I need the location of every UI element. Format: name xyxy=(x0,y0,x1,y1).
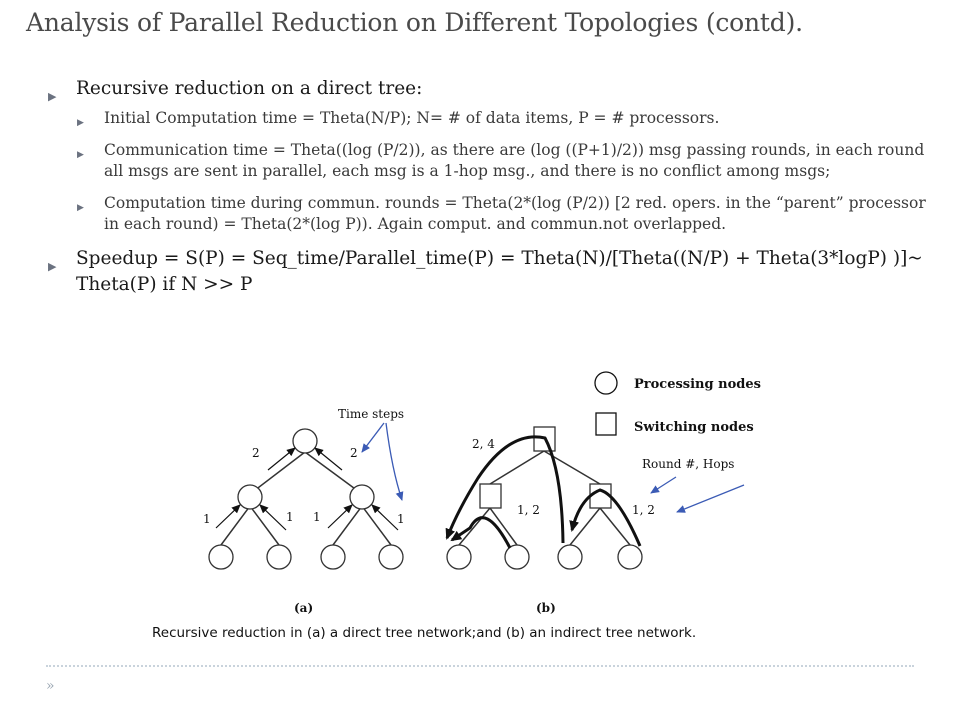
round-hops-label: 1, 2 xyxy=(632,503,655,517)
time-steps-pointer-arrow xyxy=(362,423,384,452)
processing-node xyxy=(238,485,262,509)
bullet-arrow-icon: ▶ xyxy=(77,203,84,213)
message-arrow xyxy=(268,448,295,470)
time-step-label: 1 xyxy=(203,512,211,526)
subfigure-b-label: (b) xyxy=(536,601,556,615)
legend-processing-node-icon xyxy=(595,372,617,394)
processing-node xyxy=(558,545,582,569)
processing-node xyxy=(505,545,529,569)
bullet-arrow-icon: ▶ xyxy=(48,260,57,273)
round-hops-pointer-arrow xyxy=(677,485,744,512)
time-step-label: 1 xyxy=(397,512,405,526)
bullet-arrow-icon: ▶ xyxy=(77,118,84,128)
round-hops-label: 1, 2 xyxy=(517,503,540,517)
processing-node xyxy=(293,429,317,453)
time-steps-pointer-arrow xyxy=(386,423,402,500)
direct-tree-a xyxy=(203,407,405,615)
processing-node xyxy=(447,545,471,569)
slide-title: Analysis of Parallel Reduction on Different Topologies (contd). xyxy=(26,8,803,37)
processing-node xyxy=(379,545,403,569)
switching-node xyxy=(480,484,501,508)
figure-caption: Recursive reduction in (a) a direct tree network;and (b) an indirect tree network. xyxy=(152,625,697,641)
message-arrow xyxy=(372,505,398,530)
message-arrow xyxy=(315,448,342,470)
legend-processing-label: Processing nodes xyxy=(634,377,761,392)
bullet-text: Recursive reduction on a direct tree: xyxy=(76,78,423,99)
round-hops-caption: Round #, Hops xyxy=(642,457,735,471)
bullet-arrow-icon: ▶ xyxy=(48,90,57,103)
processing-node xyxy=(618,545,642,569)
sub-bullet-text: Computation time during commun. rounds = Theta(2*(log (P/2)) [2 red. opers. in the “parent” processor in each round) = Theta(2*(log P)). Again comput. and commun.not overlapped. xyxy=(104,194,926,233)
round-hops-pointer-arrow xyxy=(651,477,676,493)
footer-divider xyxy=(46,665,914,667)
processing-node xyxy=(321,545,345,569)
subfigure-a-label: (a) xyxy=(294,601,314,615)
legend-switching-label: Switching nodes xyxy=(634,420,754,435)
time-step-label: 1 xyxy=(313,510,321,524)
indirect-tree-b xyxy=(447,427,744,615)
time-step-label: 2 xyxy=(350,446,358,460)
time-steps-label: Time steps xyxy=(338,407,405,421)
round-hops-label: 2, 4 xyxy=(472,437,495,451)
processing-node xyxy=(209,545,233,569)
processing-node xyxy=(267,545,291,569)
processing-node xyxy=(350,485,374,509)
bullet-text: Speedup = S(P) = Seq_time/Parallel_time(P) = Theta(N)/[Theta((N/P) + Theta(3*logP) )]~ Theta(P) if N >> P xyxy=(76,248,923,295)
sub-bullet-text: Initial Computation time = Theta(N/P); N= # of data items, P = # processors. xyxy=(104,109,720,127)
time-step-label: 1 xyxy=(286,510,294,524)
legend-switching-node-icon xyxy=(596,413,616,435)
sub-bullet-text: Communication time = Theta((log (P/2)), as there are (log ((P+1)/2)) msg passing rounds, in each round all msgs are sent in parallel, each msg is a 1-hop msg., and there is no conflict among msgs; xyxy=(104,141,925,180)
time-step-label: 2 xyxy=(252,446,260,460)
double-chevron-right-icon: » xyxy=(46,678,55,694)
message-arrow xyxy=(260,505,286,530)
bullet-arrow-icon: ▶ xyxy=(77,150,84,160)
